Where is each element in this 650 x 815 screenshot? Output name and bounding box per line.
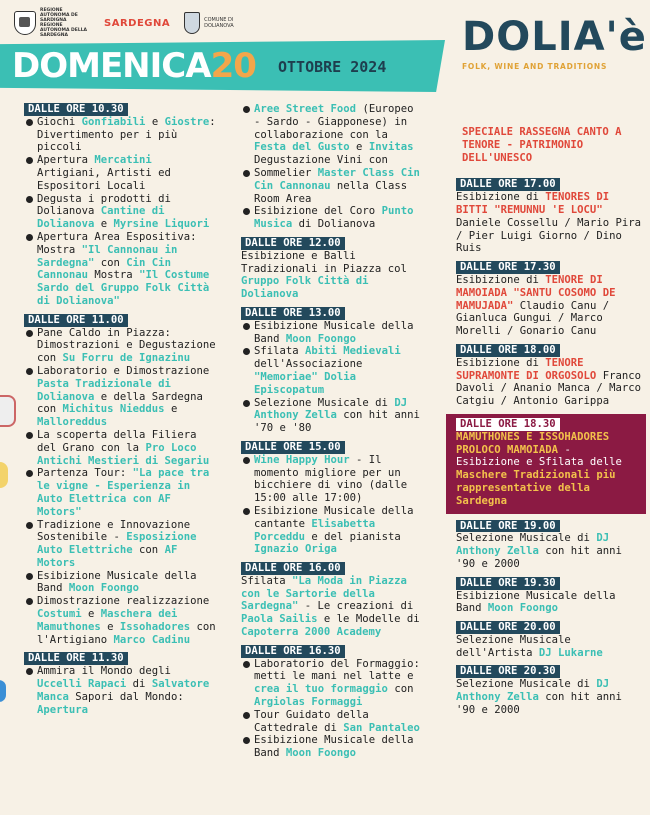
schedule-section (446, 414, 646, 514)
event-text: e della Sardegna con (37, 390, 203, 416)
event-text: Partenza Tour: (37, 467, 133, 480)
time-badge: DALLE ORE 13.00 (241, 307, 345, 320)
event-text: con hit anni '90 e 2000 (456, 545, 622, 570)
event-text: Selezione Musicale di (456, 678, 597, 691)
event-highlight: Apertura (37, 703, 89, 716)
event-text: Esibizione Musicale della Band (456, 589, 616, 615)
event-highlight: Maschera dei Mamuthones (37, 608, 178, 633)
schedule-section (24, 646, 220, 716)
schedule-section (24, 308, 220, 647)
event-highlight: Elisabetta Porceddu (254, 517, 376, 543)
event-highlight: Michitus Nieddus (62, 403, 165, 416)
list-item (24, 665, 220, 716)
event-text: Degustazione Vini con (254, 154, 388, 167)
event-list (241, 320, 426, 435)
list-item (24, 327, 220, 365)
decoration-bread-icon (0, 462, 8, 488)
time-badge: DALLE ORE 11.00 (24, 314, 128, 327)
schedule-section (241, 639, 426, 760)
event-text: Degusta i prodotti di Dolianova (37, 192, 171, 218)
event-highlight: Ignazio Origa (254, 543, 337, 556)
event-highlight: Gruppo Folk Città di Dolianova (241, 275, 369, 301)
time-badge: DALLE ORE 18.30 (456, 418, 560, 431)
event-description (456, 590, 642, 616)
event-text: Mostra (88, 269, 140, 282)
list-item (24, 231, 220, 308)
comune-crest-icon (184, 12, 200, 34)
event-text: e (81, 608, 101, 621)
time-badge: DALLE ORE 11.30 (24, 652, 128, 665)
event-text: Esibizione e Balli Tradizionali in Piazza col (241, 249, 407, 275)
event-description (456, 634, 642, 660)
event-text: Sommelier (254, 166, 318, 179)
event-highlight: "Il Cannonau in Sardegna" (37, 243, 178, 269)
event-highlight: Punto Musica (254, 205, 414, 231)
event-highlight: Master Class Cin Cin Cannonau (254, 166, 420, 192)
event-list (241, 658, 426, 760)
special-heading: SPECIALE RASSEGNA CANTO A TENORE - PATRIMONIO DELL'UNESCO (462, 126, 622, 164)
list-item (24, 154, 220, 192)
time-badge: DALLE ORE 15.00 (241, 441, 345, 454)
event-highlight: "La pace tra le vigne - Esperienza in Auto Elettrica con AF Motors" (37, 467, 210, 518)
event-text: Ammira il Mondo degli (37, 665, 171, 678)
event-text: dell'Associazione (254, 358, 363, 371)
event-highlight: Pro Loco Antichi Mestieri di Segariu (37, 441, 210, 467)
schedule-section (24, 103, 220, 308)
event-highlight: Salvatore Manca (37, 678, 210, 703)
event-text: Laboratorio del Formaggio: metti le mani nel latte e (254, 657, 420, 683)
event-highlight: AF Motors (37, 544, 178, 569)
date-number: 20 (210, 46, 256, 86)
event-text: di (126, 678, 152, 691)
event-text: Esibizione del Coro (254, 205, 382, 218)
event-text: Tradizione e Innovazione Sostenibile - (37, 518, 191, 544)
schedule-column-2 (241, 103, 426, 760)
event-highlight: Moon Foongo (68, 582, 140, 595)
schedule-section (456, 615, 642, 659)
event-highlight: TENORE SUPRAMONTE DI ORGOSOLO (456, 356, 597, 382)
event-text: Esibizione Musicale della Band (37, 569, 197, 595)
time-badge: DALLE ORE 19.00 (456, 520, 560, 533)
event-list (24, 327, 220, 647)
event-description (456, 357, 642, 408)
event-highlight: Moon Foongo (487, 602, 559, 615)
list-item (24, 429, 220, 467)
event-text: Esibizione Musicale della Band (254, 319, 414, 345)
event-highlight: Cantine di Dolianova (37, 205, 165, 231)
event-highlight: DJ Lukarne (538, 646, 603, 659)
event-highlight: Giostre (164, 115, 210, 128)
decoration-bird-icon (0, 680, 6, 702)
day-name: DOMENICA (12, 46, 211, 86)
event-highlight: Marco Cadinu (113, 633, 191, 646)
list-item (241, 205, 426, 231)
list-item (24, 570, 220, 596)
event-highlight: TENORE DI MAMOIADA "SANTU COSOMO DE MAMUJADA" (456, 273, 616, 312)
event-text: Apertura Area Espositiva: Mostra (37, 230, 197, 256)
event-highlight: Moon Foongo (285, 747, 357, 760)
regione-crest-icon (14, 11, 36, 35)
event-text: Esibizione di (456, 273, 546, 286)
list-item (241, 454, 426, 505)
schedule-column-3 (456, 126, 642, 717)
event-text: Esibizione Musicale della Band (254, 734, 414, 760)
list-item (241, 167, 426, 205)
list-item (24, 595, 220, 646)
time-badge: DALLE ORE 19.30 (456, 577, 560, 590)
event-description (456, 191, 642, 255)
event-text: (Europeo - Sardo - Giapponese) in collaborazione con la (254, 103, 414, 141)
event-highlight: Myrsine Liquori (113, 218, 210, 231)
event-text: - Il momento migliore per un bicchiere di vino (dalle 15:00 alle 17:00) (254, 453, 408, 505)
event-highlight: Wine Happy Hour (254, 453, 350, 466)
event-description (456, 274, 642, 338)
schedule-section (456, 571, 642, 615)
brand-name: DOLIA'è (462, 14, 647, 60)
list-item (24, 116, 220, 154)
event-text: con (94, 256, 127, 269)
event-highlight: San Pantaleo (343, 721, 420, 734)
event-highlight: "Il Costume Sardo del Gruppo Folk Città di Dolianova" (37, 269, 210, 307)
event-highlight: Aree Street Food (254, 103, 357, 115)
event-text: La scoperta della Filiera del Grano con la (37, 428, 197, 454)
event-text: con hit anni '90 e 2000 (456, 691, 622, 716)
decoration-car-icon (0, 395, 16, 427)
time-badge: DALLE ORE 12.00 (241, 237, 345, 250)
event-text: Dimostrazione realizzazione (37, 595, 210, 608)
list-item (241, 345, 426, 396)
event-highlight: "La Moda in Piazza con le Sartorie della Sardegna" (241, 574, 407, 613)
event-text: e del pianista (305, 530, 401, 543)
event-text: e (100, 620, 120, 633)
event-text: Sfilata (241, 574, 293, 587)
event-text: Daniele Cossellu / Mario Pira / Pier Luigi Giorno / Dino Ruis (456, 216, 641, 255)
event-text: Esibizione di (456, 356, 546, 369)
schedule-section (241, 103, 426, 231)
event-text: e (145, 115, 165, 128)
event-text: con (132, 544, 165, 557)
event-text: Artigiani, Artisti ed Espositori Locali (37, 166, 171, 192)
list-item (24, 519, 220, 570)
header-logos (14, 8, 246, 38)
event-highlight: Argiolas Formaggi (254, 696, 363, 709)
event-text: Tour Guidato della Cattedrale di (254, 708, 369, 734)
comune-logo (184, 12, 246, 34)
event-text: con l'Artigiano (37, 620, 216, 646)
event-list (24, 665, 220, 716)
schedule-section (241, 301, 426, 435)
event-highlight: Costumi (37, 608, 82, 621)
event-description (456, 431, 640, 508)
event-highlight: Capoterra 2000 Academy (241, 626, 382, 639)
event-highlight: Malloreddus (37, 416, 108, 429)
event-highlight: Festa del Gusto (254, 141, 350, 154)
event-text: di Dolianova (292, 218, 376, 231)
schedule-section (456, 172, 642, 255)
event-description (456, 532, 642, 570)
event-text: e (94, 218, 114, 231)
event-highlight: DJ Anthony Zella (456, 532, 610, 558)
schedule-section (241, 435, 426, 556)
time-badge: DALLE ORE 10.30 (24, 103, 128, 116)
event-text: con (387, 683, 414, 696)
regione-logo-text: REGIONE AUTÒNOMA DE SARDIGNA REGIONE AUTONOMA DELLA SARDEGNA (40, 8, 88, 38)
event-text: - Le creazioni di (298, 600, 414, 613)
banner-day (12, 46, 256, 86)
list-item (241, 320, 426, 346)
event-highlight: DJ Anthony Zella (254, 396, 408, 422)
list-item (241, 505, 426, 556)
event-highlight: Issohadores (119, 620, 191, 633)
schedule-section (456, 338, 642, 408)
event-text: Esibizione Musicale della cantante (254, 504, 414, 530)
event-text: Franco Davoli / Ananio Manca / Marco Catgiu / Antonio Garippa (456, 369, 641, 408)
event-highlight: Moon Foongo (285, 332, 357, 345)
list-item (241, 709, 426, 735)
event-highlight: Invitas (368, 141, 414, 154)
time-badge: DALLE ORE 20.30 (456, 665, 560, 678)
event-description (456, 678, 642, 716)
event-text: nella Class Room Area (254, 179, 408, 205)
list-item (24, 193, 220, 231)
sardegna-logo: SARDEGNA (104, 17, 171, 29)
event-highlight: Uccelli Rapaci (37, 678, 127, 691)
time-badge: DALLE ORE 17.30 (456, 261, 560, 274)
event-text: Pane Caldo in Piazza: Dimostrazioni e Degustazione con (37, 326, 216, 365)
event-text: Apertura (37, 154, 95, 167)
event-description (241, 575, 426, 639)
event-highlight: Paola Sailis (241, 613, 318, 626)
schedule-column-1 (24, 103, 220, 716)
event-text: : Divertimento per i più piccoli (37, 115, 216, 154)
event-highlight: Mercatini (94, 154, 152, 167)
event-text: Claudio Canu / Gianluca Gungui / Marco Morelli / Gonario Canu (456, 299, 610, 338)
event-text: Esibizione di (456, 191, 546, 204)
brand-logo (462, 14, 647, 71)
event-text: e le Modelle di (317, 613, 420, 626)
event-highlight: "Memoriae" Dolia Episcopatum (254, 370, 357, 396)
list-item (24, 365, 220, 429)
event-highlight: Maschere Tradizionali più rappresentative della Sardegna (456, 469, 616, 507)
event-description (241, 250, 426, 301)
event-highlight: Pasta Tradizionale di Dolianova (37, 377, 171, 403)
event-text: e (349, 141, 369, 154)
event-list (241, 103, 426, 231)
schedule-section (241, 231, 426, 301)
event-text: Selezione Musicale di (254, 396, 395, 409)
time-badge: DALLE ORE 16.30 (241, 645, 345, 658)
list-item (241, 103, 426, 167)
event-highlight: Esposizione Auto Elettriche (37, 531, 197, 557)
event-text: Giochi (37, 115, 82, 128)
regione-logo (14, 8, 90, 38)
schedule-section (456, 514, 642, 571)
event-highlight: MAMUTHONES E ISSOHADORES PROLOCO MAMOIADA (456, 430, 610, 456)
list-item (241, 397, 426, 435)
event-highlight: crea il tuo formaggio (254, 683, 388, 696)
event-list (24, 116, 220, 308)
event-highlight: Cin Cin Cannonau (37, 256, 171, 282)
time-badge: DALLE ORE 17.00 (456, 178, 560, 191)
event-text: - Esibizione e Sfilata delle (456, 443, 622, 469)
brand-subtitle: FOLK, WINE AND TRADITIONS (462, 62, 608, 71)
time-badge: DALLE ORE 18.00 (456, 344, 560, 357)
event-list (241, 454, 426, 556)
event-highlight: DJ Anthony Zella (456, 678, 610, 704)
comune-logo-text: COMUNE DI DOLIANOVA (204, 17, 234, 29)
list-item (241, 734, 426, 760)
schedule-section (456, 659, 642, 716)
event-text: Laboratorio e Dimostrazione (37, 364, 210, 377)
event-highlight: Abiti Medievali (305, 345, 401, 358)
banner-month: OTTOBRE 2024 (278, 58, 387, 76)
time-badge: DALLE ORE 16.00 (241, 562, 345, 575)
time-badge: DALLE ORE 20.00 (456, 621, 560, 634)
event-text: con hit anni '70 e '80 (254, 409, 420, 435)
schedule-section (241, 556, 426, 639)
event-highlight: Su Forru de Ignazinu (62, 352, 191, 365)
event-text: Selezione Musicale dell'Artista (456, 633, 571, 659)
event-text: Sapori dal Mondo: (68, 690, 184, 703)
event-highlight: TENORES DI BITTI "REMUNNU 'E LOCU" (456, 191, 610, 216)
list-item (241, 658, 426, 709)
event-highlight: Gonfiabili (81, 115, 146, 128)
event-text: Selezione Musicale di (456, 532, 597, 545)
event-text: e (164, 403, 178, 416)
event-text: Sfilata (254, 345, 306, 358)
list-item (24, 467, 220, 518)
schedule-section (456, 255, 642, 338)
